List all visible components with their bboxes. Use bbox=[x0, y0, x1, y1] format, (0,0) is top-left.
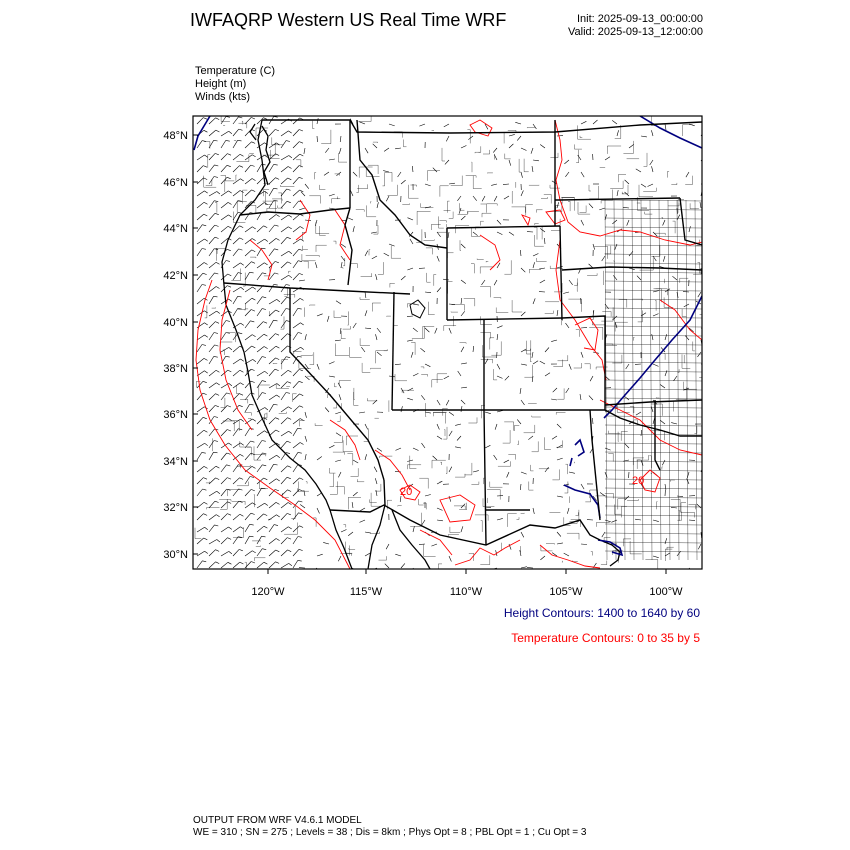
page-title: IWFAQRP Western US Real Time WRF bbox=[190, 10, 507, 30]
lat-label: 30°N bbox=[163, 549, 188, 561]
lat-label: 38°N bbox=[163, 363, 188, 375]
latitude-labels bbox=[163, 130, 188, 561]
lat-label: 40°N bbox=[163, 317, 188, 329]
temperature-contours-legend: Temperature Contours: 0 to 35 by 5 bbox=[511, 631, 700, 645]
longitude-ticks bbox=[268, 569, 666, 574]
contour-label: 20 bbox=[400, 486, 413, 498]
lon-label: 115°W bbox=[349, 586, 383, 598]
init-time: Init: 2025-09-13_00:00:00 bbox=[577, 13, 703, 25]
lon-label: 105°W bbox=[549, 586, 583, 598]
lat-label: 32°N bbox=[163, 502, 188, 514]
lat-label: 34°N bbox=[163, 456, 188, 468]
lat-label: 36°N bbox=[163, 409, 188, 421]
temperature-field-label: Temperature (C) bbox=[195, 65, 276, 77]
winds-field-label: Winds (kts) bbox=[195, 91, 250, 103]
valid-time: Valid: 2025-09-13_12:00:00 bbox=[568, 26, 703, 38]
lon-label: 100°W bbox=[649, 586, 683, 598]
longitude-labels bbox=[251, 586, 683, 598]
contour-label: 20 bbox=[632, 475, 645, 487]
model-config-label: WE = 310 ; SN = 275 ; Levels = 38 ; Dis = 8km ; Phys Opt = 8 ; PBL Opt = 1 ; Cu Opt = 3 bbox=[193, 827, 587, 838]
lat-label: 44°N bbox=[163, 223, 188, 235]
lat-label: 46°N bbox=[163, 177, 188, 189]
height-contours-legend: Height Contours: 1400 to 1640 by 60 bbox=[503, 606, 700, 620]
lat-label: 42°N bbox=[163, 270, 188, 282]
lon-label: 120°W bbox=[251, 586, 285, 598]
model-output-label: OUTPUT FROM WRF V4.6.1 MODEL bbox=[193, 815, 362, 826]
lat-label: 48°N bbox=[163, 130, 188, 142]
height-field-label: Height (m) bbox=[195, 78, 247, 90]
lon-label: 110°W bbox=[449, 586, 483, 598]
